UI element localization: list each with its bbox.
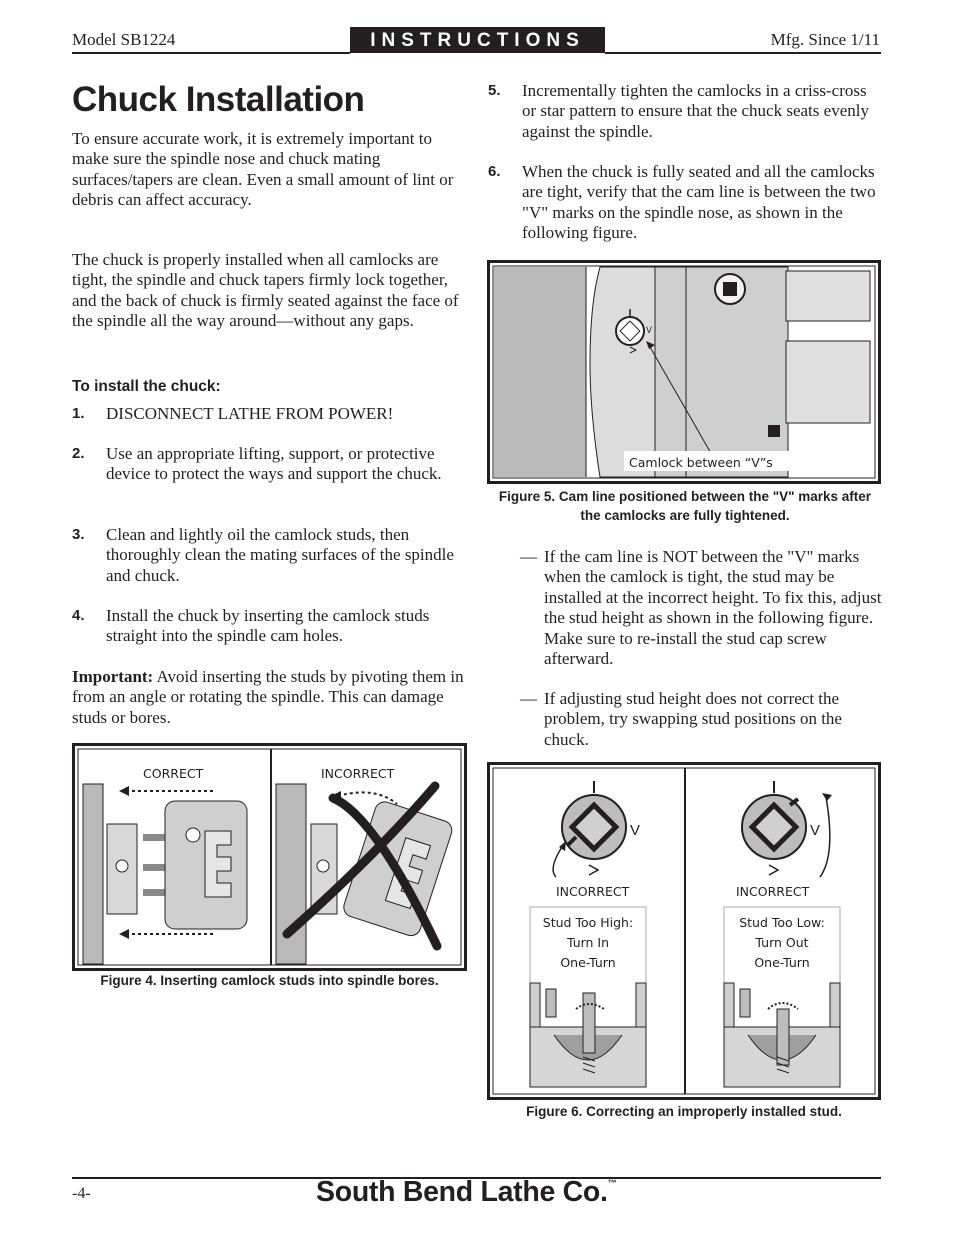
intro-paragraph-2: The chuck is properly installed when all camlocks are tight, the spindle and chuck tapers firmly lock together, and the back of chuck is firmly seated against the face of the spindle all the way around—without any gaps. (72, 250, 459, 331)
page-number: -4- (72, 1185, 91, 1202)
figure-4-illustration (75, 746, 464, 968)
step-text: Incrementally tighten the camlocks in a criss-cross or star pattern to ensure that the chuck seats evenly against the spindle. (522, 81, 869, 141)
step-text: Use an appropriate lifting, support, or protective device to protect the ways and support the chuck. (106, 444, 442, 484)
note-line-3: One-Turn (560, 955, 616, 970)
subheading: To install the chuck: (72, 378, 221, 395)
camlock-icon (116, 860, 128, 872)
brand-logo (316, 1176, 616, 1209)
stud-too-high-panel (530, 781, 646, 1087)
step-number: 5. (488, 82, 501, 99)
important-text: Avoid inserting the studs by pivoting them in from an angle or rotating the spindle. This can damage studs or bores. (72, 667, 464, 727)
step-number: 1. (72, 405, 85, 422)
chuck-jaw (786, 271, 870, 321)
header-rule-right (605, 52, 881, 54)
brand-name: South Bend Lathe Co. (316, 1176, 608, 1208)
spindle-face (276, 784, 306, 964)
figure-4 (72, 743, 467, 971)
bullet-dash: — (520, 547, 537, 566)
figure-6 (487, 762, 881, 1100)
note-line-1: Stud Too Low: (739, 915, 825, 930)
header-rule-left (72, 52, 350, 54)
step-number: 6. (488, 163, 501, 180)
mfg-date: Mfg. Since 1/11 (770, 30, 880, 49)
section-banner: INSTRUCTIONS (350, 27, 605, 53)
step-text: DISCONNECT LATHE FROM POWER! (106, 404, 394, 423)
stud-too-low-panel (724, 781, 840, 1087)
bullet-dash: — (520, 689, 537, 708)
figure-5-illustration (490, 263, 878, 481)
figure-5-caption: Figure 5. Cam line positioned between the "V" marks after the camlocks are fully tightened. (498, 489, 872, 523)
spindle-face (83, 784, 103, 964)
note-line-1: Stud Too High: (542, 915, 634, 930)
incorrect-label: INCORRECT (321, 766, 395, 781)
bullet-text: If adjusting stud height does not correct the problem, try swapping stud positions on the chuck. (544, 689, 842, 749)
correct-label: CORRECT (143, 766, 204, 781)
panel-label: INCORRECT (736, 884, 810, 899)
step-text: Install the chuck by inserting the camlock studs straight into the spindle cam holes. (106, 606, 430, 646)
camlock-stud (143, 889, 165, 896)
trademark-mark: ™ (607, 1178, 617, 1188)
step-number: 2. (72, 445, 85, 462)
camlock-stud (143, 834, 165, 841)
spindle-face (494, 267, 586, 477)
important-label: Important: (72, 667, 154, 686)
v-mark-icon (769, 865, 778, 875)
chuck-jaw (786, 341, 870, 423)
step-text: Clean and lightly oil the camlock studs, then thoroughly clean the mating surfaces of the spindle and chuck. (106, 525, 454, 585)
chuck-bolt (768, 425, 780, 437)
page-title: Chuck Installation (72, 80, 365, 119)
note-line-2: Turn Out (755, 935, 809, 950)
figure-5 (487, 260, 881, 484)
step-number: 4. (72, 607, 85, 624)
bullet-text: If the cam line is NOT between the "V" marks when the camlock is tight, the stud may be installed at the incorrect height. To fix this, adjust the stud height as shown in the following figure. Make sure to re-install the stud cap screw afterward. (544, 547, 882, 669)
panel-label: INCORRECT (556, 884, 630, 899)
v-mark: V (646, 325, 653, 335)
camlock-stud (583, 993, 595, 1053)
v-mark-icon (589, 865, 598, 875)
arrow-left-icon (119, 929, 129, 939)
v-mark: V (810, 822, 821, 839)
cap-screw-icon (740, 989, 750, 1017)
chuck-key-hole-icon (186, 828, 200, 842)
chuck-jaw (205, 831, 231, 897)
spindle-nose (590, 267, 655, 477)
arrow-left-icon (119, 786, 129, 796)
arrow-icon (822, 793, 832, 801)
camlock-stud (777, 1009, 789, 1065)
note-line-3: One-Turn (754, 955, 810, 970)
model-number: Model SB1224 (72, 30, 176, 49)
square-socket-icon (723, 282, 737, 296)
figure-6-illustration (490, 765, 878, 1097)
figure-6-caption: Figure 6. Correcting an improperly installed stud. (526, 1104, 842, 1119)
important-note (72, 667, 464, 728)
camlock-icon (317, 860, 329, 872)
callout-text: Camlock between “V”s (629, 455, 773, 470)
step-text: When the chuck is fully seated and all the camlocks are tight, verify that the cam line is between the two "V" marks on the spindle nose, as shown in the following figure. (522, 162, 876, 243)
intro-paragraph-1: To ensure accurate work, it is extremely important to make sure the spindle nose and chuck mating surfaces/tapers are clean. Even a small amount of lint or debris can affect accuracy. (72, 129, 454, 210)
step-number: 3. (72, 526, 85, 543)
note-line-2: Turn In (566, 935, 610, 950)
camlock-stud (143, 864, 165, 871)
figure-4-caption: Figure 4. Inserting camlock studs into spindle bores. (100, 973, 439, 988)
cap-screw-icon (546, 989, 556, 1017)
v-mark: V (630, 822, 641, 839)
